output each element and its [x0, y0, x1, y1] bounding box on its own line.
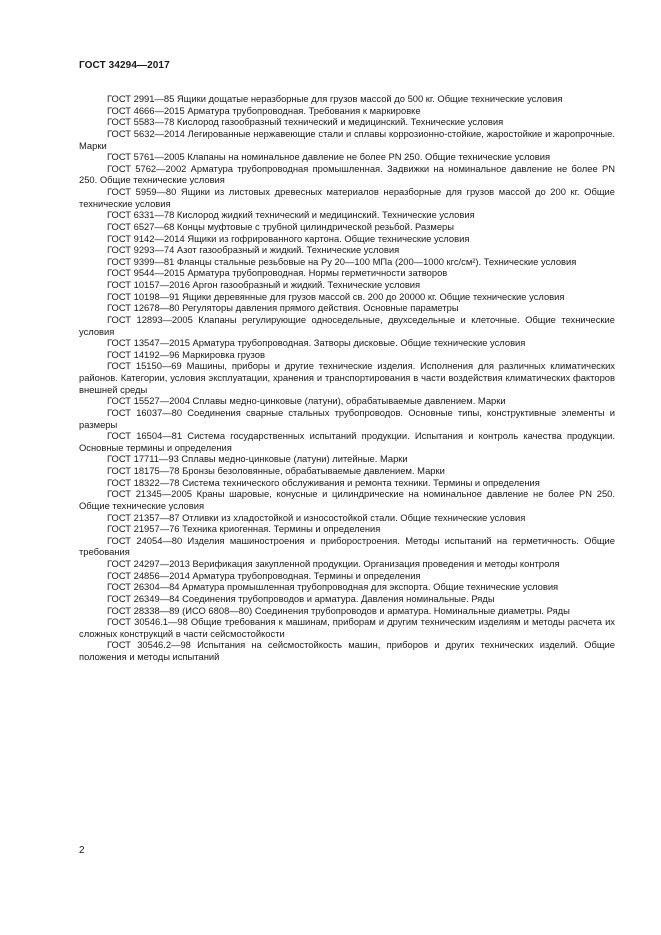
reference-item: ГОСТ 5761—2005 Клапаны на номинальное давление не более PN 250. Общие технические условия	[107, 151, 551, 163]
reference-item: ГОСТ 24856—2014 Арматура трубопроводная. Термины и определения	[107, 569, 421, 581]
reference-item: ГОСТ 14192—96 Маркировка грузов	[107, 348, 265, 360]
reference-item: ГОСТ 30546.1—98 Общие требования к машинам, приборам и другим техническим изделиям и методы расчета их сложных конструкций в части сейсмостойкости	[79, 616, 615, 639]
reference-item: ГОСТ 26349—84 Соединения трубопроводов и арматура. Давления номинальные. Ряды	[107, 592, 495, 604]
reference-item: ГОСТ 9142—2014 Ящики из гофрированного картона. Общие технические условия	[107, 232, 470, 244]
reference-item: ГОСТ 5762—2002 Арматура трубопроводная промышленная. Задвижки на номинальное давление не более PN 250. Общие технические условия	[79, 162, 615, 186]
reference-item: ГОСТ 6331—78 Кислород жидкий технический и медицинский. Технические условия	[107, 209, 475, 221]
reference-item: ГОСТ 4666—2015 Арматура трубопроводная. Требования к маркировке	[107, 104, 421, 116]
reference-item: ГОСТ 5583—78 Кислород газообразный технический и медицинский. Технические условия	[107, 116, 504, 128]
reference-item: ГОСТ 15150—69 Машины, приборы и другие технические изделия. Исполнения для различных климатических районов. Категории, условия эксплуатации, хранения и транспортирования в части воздействия климатических факторов внешней среды	[79, 360, 615, 395]
reference-item: ГОСТ 5959—80 Ящики из листовых древесных материалов неразборные для грузов массой до 200 кг. Общие технические условия	[79, 186, 615, 209]
reference-item: ГОСТ 24297—2013 Верификация закупленной продукции. Организация проведения и методы контроля	[107, 558, 560, 569]
page-number: 2	[79, 845, 85, 856]
normative-references-list	[79, 93, 615, 663]
reference-item: ГОСТ 17711—93 Сплавы медно-цинковые (латуни) литейные. Марки	[107, 453, 408, 465]
reference-item: ГОСТ 10198—91 Ящики деревянные для грузов массой св. 200 до 20000 кг. Общие технические условия	[107, 290, 565, 302]
reference-item: ГОСТ 21345—2005 Краны шаровые, конусные и цилиндрические на номинальное давление не более PN 250. Общие технические условия	[79, 488, 615, 511]
reference-item: ГОСТ 15527—2004 Сплавы медно-цинковые (латуни), обрабатываемые давлением. Марки	[107, 395, 506, 407]
reference-item: ГОСТ 2991—85 Ящики дощатые неразборные для грузов массой до 500 кг. Общие технические условия	[107, 93, 563, 104]
reference-item: ГОСТ 13547—2015 Арматура трубопроводная. Затворы дисковые. Общие технические условия	[107, 337, 526, 349]
reference-item: ГОСТ 9399—81 Фланцы стальные резьбовые на Ру 20—100 МПа (200—1000 кгс/см²). Технические условия	[107, 255, 577, 267]
document-header: ГОСТ 34294—2017	[79, 60, 170, 71]
reference-item: ГОСТ 10157—2016 Аргон газообразный и жидкий. Технические условия	[107, 279, 421, 290]
reference-item: ГОСТ 24054—80 Изделия машиностроения и приборостроения. Методы испытаний на герметичность. Общие требования	[79, 534, 615, 558]
reference-item: ГОСТ 18322—78 Система технического обслуживания и ремонта техники. Термины и определения	[107, 476, 540, 488]
reference-item: ГОСТ 5632—2014 Легированные нержавеющие стали и сплавы коррозионно-стойкие, жаростойкие и жаропрочные. Марки	[79, 127, 615, 151]
reference-item: ГОСТ 21957—76 Техника криогенная. Термины и определения	[107, 523, 381, 535]
reference-item: ГОСТ 18175—78 Бронзы безоловянные, обрабатываемые давлением. Марки	[107, 465, 445, 476]
reference-item: ГОСТ 30546.2—98 Испытания на сейсмостойкость машин, приборов и других технических изделий. Общие положения и методы испытаний	[79, 639, 615, 662]
reference-item: ГОСТ 16504—81 Система государственных испытаний продукции. Испытания и контроль качества продукции. Основные термины и определения	[79, 430, 615, 453]
reference-item: ГОСТ 21357—87 Отливки из хладостойкой и износостойкой стали. Общие технические условия	[107, 511, 526, 523]
reference-item: ГОСТ 6527—68 Концы муфтовые с трубной цилиндрической резьбой. Размеры	[107, 220, 454, 232]
reference-item: ГОСТ 9293—74 Азот газообразный и жидкий. Технические условия	[107, 244, 400, 256]
reference-item: ГОСТ 9544—2015 Арматура трубопроводная. Нормы герметичности затворов	[107, 267, 448, 279]
reference-item: ГОСТ 28338—89 (ИСО 6808—80) Соединения трубопроводов и арматура. Номинальные диаметры. Ряды	[107, 604, 570, 616]
reference-item: ГОСТ 12893—2005 Клапаны регулирующие односедельные, двухседельные и клеточные. Общие технические условия	[79, 313, 615, 337]
reference-item: ГОСТ 16037—80 Соединения сварные стальных трубопроводов. Основные типы, конструктивные элементы и размеры	[79, 406, 615, 430]
reference-item: ГОСТ 26304—84 Арматура промышленная трубопроводная для экспорта. Общие технические условия	[107, 581, 559, 593]
reference-item: ГОСТ 12678—80 Регуляторы давления прямого действия. Основные параметры	[107, 302, 459, 314]
